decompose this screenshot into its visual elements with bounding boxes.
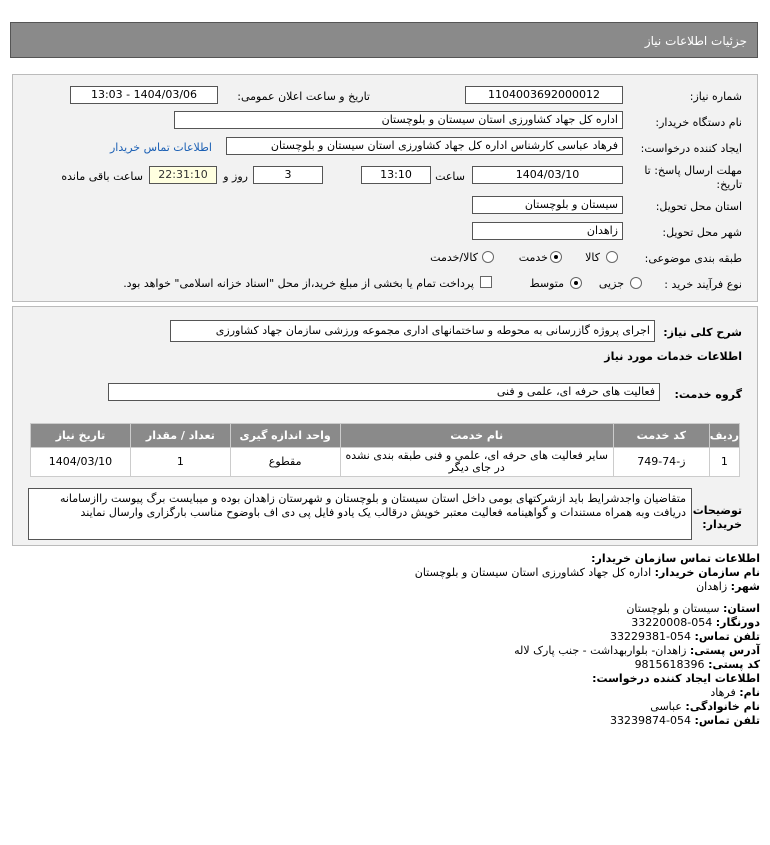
creator-phone-value: 054-33239874 bbox=[610, 714, 692, 727]
contact-phone-value: 054-33229381 bbox=[610, 630, 692, 643]
services-table bbox=[30, 423, 740, 477]
process-radio-medium[interactable] bbox=[570, 277, 582, 289]
contact-province bbox=[626, 602, 760, 615]
table-header-row bbox=[31, 424, 740, 448]
col-name: نام خدمت bbox=[340, 424, 613, 448]
time-label: ساعت bbox=[435, 170, 465, 183]
creator-label: ایجاد کننده درخواست: bbox=[640, 142, 742, 155]
category-label: طبقه بندی موضوعی: bbox=[644, 252, 742, 265]
creator-last-name-label: نام خانوادگی: bbox=[685, 700, 760, 713]
services-title: اطلاعات خدمات مورد نیاز bbox=[604, 350, 742, 363]
contact-fax-value: 054-33220008 bbox=[631, 616, 713, 629]
deadline-date-field: 1404/03/10 bbox=[472, 166, 623, 184]
contact-postal-label: کد پستی: bbox=[708, 658, 760, 671]
category-option-goods-service: کالا/خدمت bbox=[430, 251, 478, 264]
province-label: استان محل تحویل: bbox=[655, 200, 742, 213]
days-field: 3 bbox=[253, 166, 323, 184]
buyer-org-field: اداره کل جهاد کشاورزی استان سیستان و بلوچستان bbox=[174, 111, 623, 129]
deadline-date-label: تاریخ: bbox=[716, 178, 742, 191]
contact-province-label: استان: bbox=[723, 602, 760, 615]
province-field: سیستان و بلوچستان bbox=[472, 196, 623, 214]
category-option-goods: کالا bbox=[585, 251, 600, 264]
col-code: کد خدمت bbox=[613, 424, 709, 448]
cell-unit: مقطوع bbox=[230, 448, 340, 477]
buyer-org-label: نام دستگاه خریدار: bbox=[655, 116, 742, 129]
process-option-minor: جزیی bbox=[598, 277, 624, 290]
category-radio-goods[interactable] bbox=[606, 251, 618, 263]
cell-date: 1404/03/10 bbox=[31, 448, 131, 477]
remaining-time-field: 22:31:10 bbox=[149, 166, 217, 184]
summary-label: شرح کلی نیاز: bbox=[663, 326, 742, 339]
buyer-notes-label: توضیحات bbox=[692, 504, 742, 517]
remaining-label: ساعت باقی مانده bbox=[61, 170, 143, 183]
service-group-label: گروه خدمت: bbox=[674, 388, 742, 401]
contact-postal-value: 9815618396 bbox=[634, 658, 705, 671]
cell-qty: 1 bbox=[130, 448, 230, 477]
category-radio-service[interactable] bbox=[550, 251, 562, 263]
contact-org-label: نام سازمان خریدار: bbox=[654, 566, 760, 579]
creator-phone bbox=[610, 714, 760, 727]
contact-city-label: شهر: bbox=[730, 580, 760, 593]
contact-city-value: زاهدان bbox=[696, 580, 728, 593]
need-number-field: 1104003692000012 bbox=[465, 86, 623, 104]
col-qty: تعداد / مقدار bbox=[130, 424, 230, 448]
creator-first-name-label: نام: bbox=[739, 686, 760, 699]
contact-title: اطلاعات تماس سازمان خریدار: bbox=[591, 552, 760, 565]
creator-last-name-value: عباسی bbox=[650, 700, 682, 713]
contact-address-value: زاهدان- بلواربهداشت - جنب پارک لاله bbox=[514, 644, 687, 657]
col-date: تاریخ نیاز bbox=[31, 424, 131, 448]
contact-city bbox=[696, 580, 760, 593]
process-option-medium: متوسط bbox=[529, 277, 564, 290]
contact-postal bbox=[635, 658, 760, 671]
contact-address bbox=[514, 644, 760, 657]
need-number-label: شماره نیاز: bbox=[689, 90, 742, 103]
cell-row: 1 bbox=[709, 448, 739, 477]
page-title: جزئیات اطلاعات نیاز bbox=[644, 34, 747, 48]
category-radio-goods-service[interactable] bbox=[482, 251, 494, 263]
days-label: روز و bbox=[223, 170, 248, 183]
deadline-time-field: 13:10 bbox=[361, 166, 431, 184]
contact-org-value: اداره کل جهاد کشاورزی استان سیستان و بلوچستان bbox=[414, 566, 652, 579]
category-option-service: خدمت bbox=[518, 251, 548, 264]
announce-label: تاریخ و ساعت اعلان عمومی: bbox=[237, 90, 370, 103]
contact-phone-label: تلفن تماس: bbox=[694, 630, 760, 643]
buyer-notes-label-2: خریدار: bbox=[702, 518, 742, 531]
contact-fax bbox=[631, 616, 760, 629]
announce-datetime-field: 1404/03/06 - 13:03 bbox=[70, 86, 218, 104]
deadline-label: مهلت ارسال پاسخ: تا bbox=[644, 164, 742, 177]
need-info-panel bbox=[12, 74, 758, 302]
col-unit: واحد اندازه گیری bbox=[230, 424, 340, 448]
creator-last-name bbox=[650, 700, 760, 713]
table-row bbox=[31, 448, 740, 477]
summary-field: اجرای پروژه گازرسانی به محوطه و ساختمانهای اداری مجموعه ورزشی سازمان جهاد کشاورزی bbox=[170, 320, 655, 342]
cell-name: سایر فعالیت های حرفه ای، علمی و فنی طبقه بندی نشده در جای دیگر bbox=[340, 448, 613, 477]
process-label: نوع فرآیند خرید : bbox=[664, 278, 742, 291]
contact-fax-label: دورنگار: bbox=[715, 616, 760, 629]
page-header bbox=[10, 22, 758, 58]
buyer-notes-box: متقاضیان واجدشرایط باید ازشرکتهای بومی داخل استان سیستان و بلوچستان و شهرستان زاهدان بوده و میبایست برگ پیوست راازسامانه دریافت وبه همراه مستندات و گواهینامه فعالیت معتبر خویش درقالب یک یادو فایل پی دی اف باوضوح مناسب بارگزاری وارسال نمایند bbox=[28, 488, 692, 540]
creator-first-name-value: فرهاد bbox=[710, 686, 736, 699]
contact-province-value: سیستان و بلوچستان bbox=[626, 602, 720, 615]
contact-address-label: آدرس پستی: bbox=[689, 644, 760, 657]
contact-org bbox=[415, 566, 760, 579]
treasury-checkbox[interactable] bbox=[480, 276, 492, 288]
contact-phone bbox=[610, 630, 760, 643]
process-radio-minor[interactable] bbox=[630, 277, 642, 289]
treasury-text: پرداخت تمام یا بخشی از مبلغ خرید،از محل "اسناد خزانه اسلامی" خواهد بود. bbox=[123, 277, 474, 290]
creator-phone-label: تلفن تماس: bbox=[694, 714, 760, 727]
creator-first-name bbox=[710, 686, 760, 699]
city-field: زاهدان bbox=[472, 222, 623, 240]
cell-code: ز-74-749 bbox=[613, 448, 709, 477]
col-row: ردیف bbox=[709, 424, 739, 448]
creator-field: فرهاد عباسی کارشناس اداره کل جهاد کشاورزی استان سیستان و بلوچستان bbox=[226, 137, 623, 155]
service-group-field: فعالیت های حرفه ای، علمی و فنی bbox=[108, 383, 660, 401]
creator-info-title: اطلاعات ایجاد کننده درخواست: bbox=[592, 672, 760, 685]
city-label: شهر محل تحویل: bbox=[662, 226, 742, 239]
buyer-contact-link[interactable]: اطلاعات تماس خریدار bbox=[110, 141, 212, 154]
